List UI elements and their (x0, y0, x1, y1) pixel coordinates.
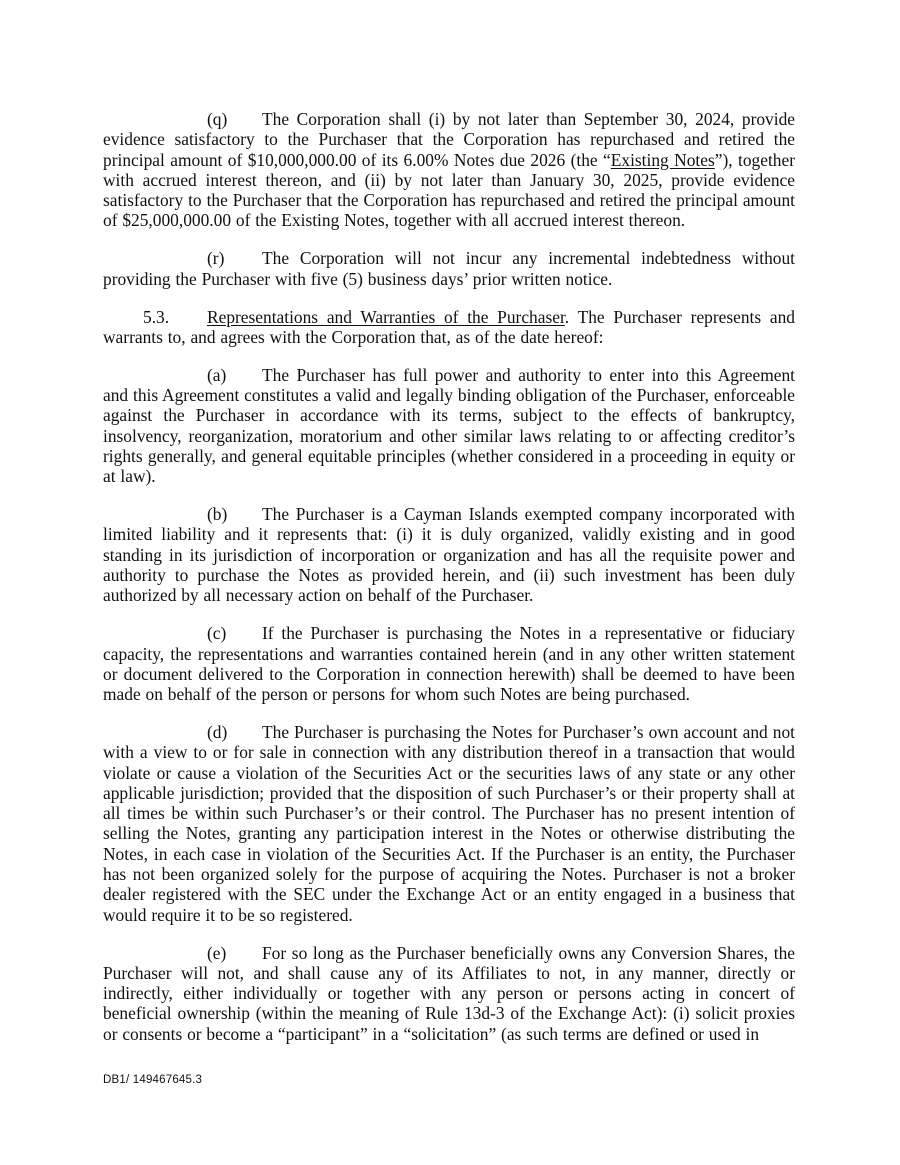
paragraph-c-text: If the Purchaser is purchasing the Notes in a representative or fiduciary capacity, the representations and warranties contained herein (and in any other written statement or document delivered to the Corporation in connection herewith) shall be deemed to have been made on behalf of the person or persons for whom such Notes are being purchased. (103, 623, 795, 705)
paragraph-b-label: (b) (207, 504, 228, 525)
paragraph-q-label: (q) (207, 109, 228, 129)
section-5-3-number: 5.3. (143, 306, 170, 327)
paragraph-e-text: For so long as the Purchaser beneficially owns any Conversion Shares, the Purchaser will not, and shall cause any of its Affiliates to not, in any manner, directly or indirectly, either individually or together with any person or persons acting in concert of beneficial ownership (within the meaning of Rule 13d-3 of the Exchange Act): (i) solicit proxies or consents or become a “participant” in a “solicitation” (as such terms are defined or used in (103, 942, 795, 1044)
paragraph-b-text: The Purchaser is a Cayman Islands exempted company incorporated with limited liability and it represents that: (i) it is duly organized, validly existing and in good standing in its jurisdiction of incorporation or organization and has all the requisite power and authority to purchase the Notes as provided herein, and (ii) such investment has been duly authorized by all necessary action on behalf of the Purchaser. (103, 504, 795, 606)
paragraph-r-text: The Corporation will not incur any incremental indebtedness without providing the Purchaser with five (5) business days’ prior written notice. (103, 248, 795, 289)
paragraph-d (103, 722, 795, 925)
paragraph-q-text: The Corporation shall (i) by not later than September 30, 2024, provide evidence satisfactory to the Purchaser that the Corporation has repurchased and retired the principal amount of $10,000,000.00 of its 6.00% Notes due 2026 (the “ (103, 109, 795, 170)
document-id-footer: DB1/ 149467645.3 (103, 1074, 203, 1086)
paragraph-d-text: The Purchaser is purchasing the Notes for Purchaser’s own account and not with a view to or for sale in connection with any distribution thereof in a transaction that would violate or cause a violation of the Securities Act or the securities laws of any state or any other applicable jurisdiction; provided that the disposition of such Purchaser’s or their property shall at all times be within such Purchaser’s or their control. The Purchaser has no present intention of selling the Notes, granting any participation interest in the Notes or otherwise distributing the Notes, in each case in violation of the Securities Act. If the Purchaser is an entity, the Purchaser has not been organized solely for the purpose of acquiring the Notes. Purchaser is not a broker dealer registered with the SEC under the Exchange Act or an entity engaged in a business that would require it to be so registered. (103, 721, 795, 925)
paragraph-e (103, 943, 795, 1044)
paragraph-b (103, 504, 795, 605)
paragraph-q (103, 109, 795, 231)
paragraph-r-label: (r) (207, 248, 225, 269)
paragraph-c (103, 623, 795, 704)
paragraph-q-text-cont: ”), together with accrued interest thereon, and (ii) by not later than January 30, 2025, provide evidence satisfactory to the Purchaser that the Corporation has repurchased and retired the principal amount of $25,000,000.00 of the Existing Notes, together with all accrued interest thereon. (103, 149, 795, 231)
paragraph-e-label: (e) (207, 942, 227, 963)
paragraph-a-label: (a) (207, 364, 227, 385)
paragraph-c-label: (c) (207, 623, 227, 644)
section-5-3 (103, 307, 795, 348)
paragraph-r (103, 248, 795, 289)
section-5-3-text: . The Purchaser represents and warrants to, and agrees with the Corporation that, as of the date hereof: (103, 306, 795, 347)
defined-term-existing-notes: Existing Notes (610, 149, 715, 170)
section-5-3-heading: Representations and Warranties of the Purchaser (207, 306, 565, 327)
paragraph-a-text: The Purchaser has full power and authority to enter into this Agreement and this Agreement constitutes a valid and legally binding obligation of the Purchaser, enforceable against the Purchaser in accordance with its terms, subject to the effects of bankruptcy, insolvency, reorganization, moratorium and other similar laws relating to or affecting creditor’s rights generally, and general equitable principles (whether considered in a proceeding in equity or at law). (103, 364, 795, 487)
paragraph-a (103, 365, 795, 487)
paragraph-d-label: (d) (207, 721, 228, 742)
document-body (103, 109, 795, 1062)
